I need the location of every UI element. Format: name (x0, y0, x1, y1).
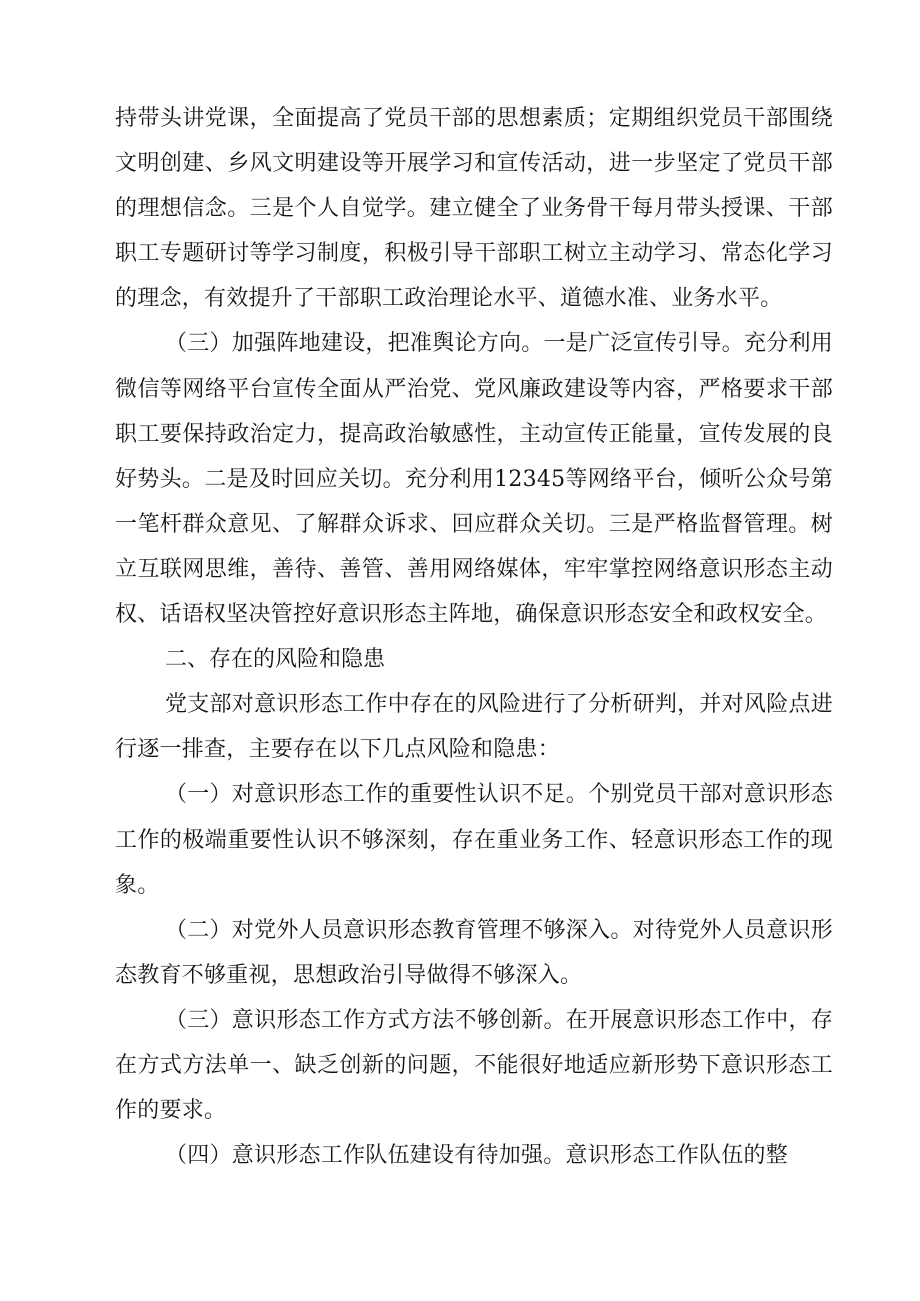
paragraph-study-continuation: 持带头讲党课，全面提高了党员干部的思想素质；定期组织党员干部围绕文明创建、乡风文明建设等开展学习和宣传活动，进一步坚定了党员干部的理想信念。三是个人自觉学。建立健全了业务骨干每月带头授课、干部职工专题研讨等学习制度，积极引导干部职工树立主动学习、常态化学习的理念，有效提升了干部职工政治理论水平、道德水准、业务水平。 (115, 106, 833, 312)
paragraph-risk-2: （二）对党外人员意识形态教育管理不够深入。对待党外人员意识形态教育不够重视，思想政治引导做得不够深入。 (115, 917, 833, 988)
section-heading-risks: 二、存在的风险和隐患 (165, 647, 386, 673)
paragraph-risk-4: （四）意识形态工作队伍建设有待加强。意识形态工作队伍的整 (165, 1143, 789, 1169)
document-body (115, 96, 833, 1178)
paragraph-position-building: （三）加强阵地建设，把准舆论方向。一是广泛宣传引导。充分利用微信等网络平台宣传全面从严治党、党风廉政建设等内容，严格要求干部职工要保持政治定力，提高政治敏感性，主动宣传正能量，宣传发展的良好势头。二是及时回应关切。充分利用12345等网络平台，倾听公众号第一笔杆群众意见、了解群众诉求、回应群众关切。三是严格监督管理。树立互联网思维，善待、善管、善用网络媒体，牢牢掌控网络意识形态主动权、话语权坚决管控好意识形态主阵地，确保意识形态安全和政权安全。 (115, 331, 833, 628)
paragraph-risk-3: （三）意识形态工作方式方法不够创新。在开展意识形态工作中，存在方式方法单一、缺乏创新的问题，不能很好地适应新形势下意识形态工作的要求。 (115, 1007, 833, 1124)
paragraph-risk-intro: 党支部对意识形态工作中存在的风险进行了分析研判，并对风险点进行逐一排查，主要存在以下几点风险和隐患： (115, 692, 833, 763)
paragraph-risk-1: （一）对意识形态工作的重要性认识不足。个别党员干部对意识形态工作的极端重要性认识不够深刻，存在重业务工作、轻意识形态工作的现象。 (115, 782, 833, 898)
